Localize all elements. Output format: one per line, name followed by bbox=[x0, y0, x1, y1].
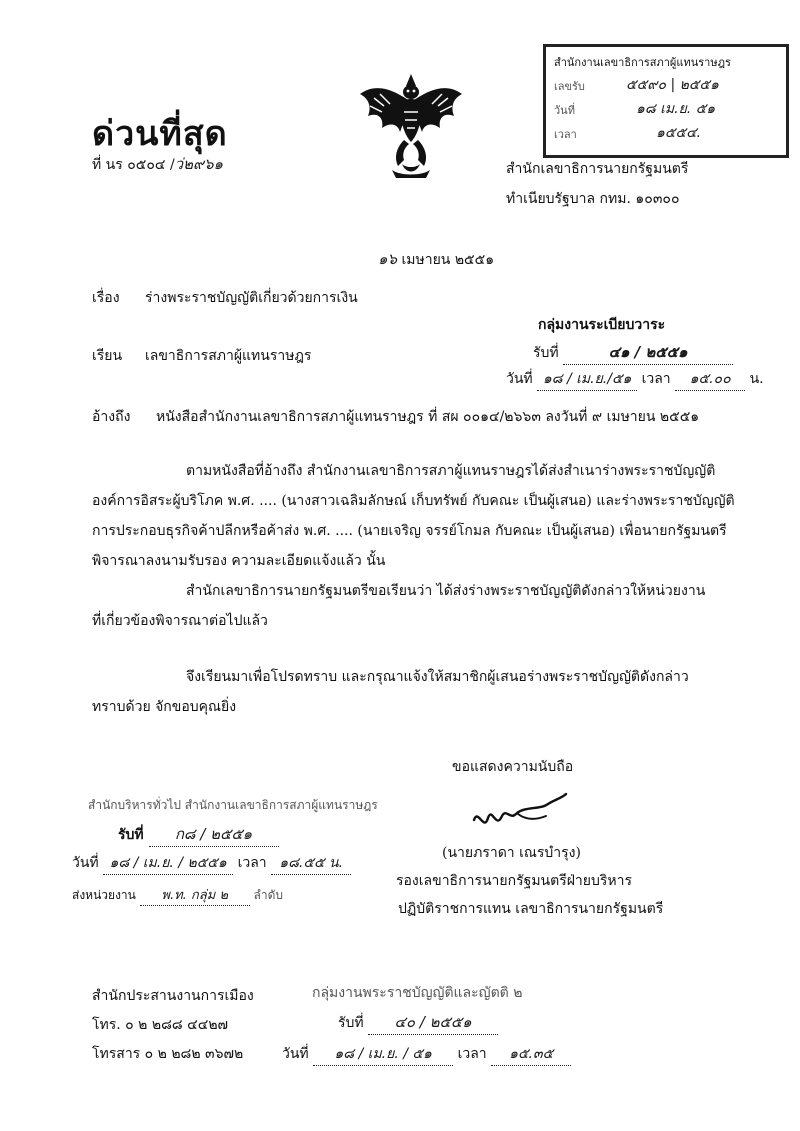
footer-office: สำนักประสานงานการเมือง bbox=[92, 988, 254, 1004]
signature-image bbox=[470, 790, 570, 840]
top-received-stamp bbox=[543, 44, 789, 158]
top-stamp-date-label: วันที่ bbox=[554, 104, 575, 117]
registry-date-value: ๑๘ / เม.ย./๕๑ bbox=[537, 368, 637, 391]
subject-label: เรื่อง bbox=[92, 290, 120, 306]
top-stamp-recv-value: ๕๕๙๐ | ๒๕๕๑ bbox=[626, 77, 719, 93]
office-address: ทำเนียบรัฐบาล กทม. ๑๐๓๐๐ bbox=[506, 191, 680, 207]
law-stamp-title: กลุ่มงานพระราชบัญญัติและญัตติ ๒ bbox=[312, 985, 523, 1001]
registry-stamp-recv bbox=[533, 340, 733, 365]
admin-send-label: ส่งหน่วยงาน bbox=[72, 888, 136, 902]
admin-time-label: เวลา bbox=[237, 855, 267, 871]
signer-position: รองเลขาธิการนายกรัฐมนตรีฝ่ายบริหาร bbox=[396, 873, 633, 889]
reference-label: อ้างถึง bbox=[92, 409, 131, 425]
admin-recv-label: รับที่ bbox=[118, 827, 144, 843]
admin-stamp-recv bbox=[118, 822, 279, 847]
law-time-value: ๑๕.๓๕ bbox=[491, 1043, 571, 1066]
body-p3-line1: จึงเรียนมาเพื่อโปรดทราบ และกรุณาแจ้งให้สมาชิกผู้เสนอร่างพระราชบัญญัติดังกล่าว bbox=[186, 669, 689, 685]
body-p1-line2: องค์การอิสระผู้บริโภค พ.ศ. .... (นางสาวเฉลิมลักษณ์ เก็บทรัพย์ กับคณะ เป็นผู้เสนอ) และร่างพระราชบัญญัติ bbox=[92, 493, 735, 509]
law-stamp-datetime bbox=[282, 1043, 571, 1066]
urgency-heading: ด่วนที่สุด bbox=[92, 114, 228, 154]
body-p3-line2: ทราบด้วย จักขอบคุณยิ่ง bbox=[92, 699, 237, 715]
admin-send-value: พ.ท. กลุ่ม ๒ bbox=[140, 884, 250, 906]
registry-date-label: วันที่ bbox=[506, 371, 533, 387]
admin-stamp-title: สำนักบริหารทั่วไป สำนักงานเลขาธิการสภาผู้แทนราษฎร bbox=[88, 798, 378, 812]
document-number-prefix: ที่ นร ๐๕๐๔ / bbox=[92, 157, 175, 173]
admin-send-tail: ลำดับ bbox=[253, 888, 284, 902]
recipient-label: เรียน bbox=[92, 348, 123, 364]
registry-time-unit: น. bbox=[749, 371, 764, 387]
body-p1-line1: ตามหนังสือที่อ้างถึง สำนักงานเลขาธิการสภาผู้แทนราษฎรได้ส่งสำเนาร่างพระราชบัญญัติ bbox=[186, 463, 716, 479]
body-p2-line1: สำนักเลขาธิการนายกรัฐมนตรีขอเรียนว่า ได้ส่งร่างพระราชบัญญัติดังกล่าวให้หน่วยงาน bbox=[186, 583, 706, 599]
reference-text: หนังสือสำนักงานเลขาธิการสภาผู้แทนราษฎร ที่ สผ ๐๐๑๔/๒๖๖๓ ลงวันที่ ๙ เมษายน ๒๕๕๑ bbox=[156, 409, 700, 425]
body-p1-line3: การประกอบธุรกิจค้าปลีกหรือค้าส่ง พ.ศ. .... (นายเจริญ จรรย์โกมล กับคณะ เป็นผู้เสนอ) เพื่อนายกรัฐมนตรี bbox=[92, 523, 727, 539]
top-stamp-time-label: เวลา bbox=[554, 128, 577, 141]
admin-stamp-send bbox=[72, 884, 283, 906]
garuda-emblem-icon bbox=[354, 72, 468, 180]
admin-date-value: ๑๘ / เม.ย. / ๒๕๕๑ bbox=[103, 852, 233, 875]
recipient-text: เลขาธิการสภาผู้แทนราษฎร bbox=[145, 348, 312, 364]
admin-stamp-datetime bbox=[72, 852, 351, 875]
law-recv-label: รับที่ bbox=[338, 1015, 364, 1031]
registry-stamp-datetime bbox=[506, 368, 764, 391]
subject-text: ร่างพระราชบัญญัติเกี่ยวด้วยการเงิน bbox=[145, 290, 358, 306]
signer-name: (นายภราดา เณรบำรุง) bbox=[442, 845, 581, 861]
letter-date bbox=[378, 247, 494, 271]
law-recv-value: ๔๐ / ๒๕๕๑ bbox=[368, 1010, 498, 1035]
closing-regards: ขอแสดงความนับถือ bbox=[452, 759, 574, 775]
law-date-label: วันที่ bbox=[282, 1046, 309, 1062]
footer-tel: โทร. ๐ ๒ ๒๘๘ ๔๔๒๗ bbox=[92, 1017, 229, 1033]
top-stamp-date-value: ๑๘ เม.ย. ๕๑ bbox=[636, 101, 716, 117]
law-stamp-recv bbox=[338, 1010, 498, 1035]
admin-date-label: วันที่ bbox=[72, 855, 99, 871]
top-stamp-recv-label: เลขรับ bbox=[554, 80, 585, 93]
signer-acting-title: ปฏิบัติราชการแทน เลขาธิการนายกรัฐมนตรี bbox=[398, 901, 664, 917]
top-stamp-title: สำนักงานเลขาธิการสภาผู้แทนราษฎร bbox=[554, 56, 731, 69]
registry-time-value: ๑๕.๐๐ bbox=[675, 368, 745, 391]
registry-recv-value: ๔๑ / ๒๕๕๑ bbox=[563, 340, 733, 365]
registry-stamp-title: กลุ่มงานระเบียบวาระ bbox=[538, 317, 666, 333]
admin-time-value: ๑๘.๕๕ น. bbox=[271, 852, 351, 875]
admin-recv-value: ก๘ / ๒๕๕๑ bbox=[149, 822, 279, 847]
document-number bbox=[92, 152, 223, 176]
law-time-label: เวลา bbox=[457, 1046, 487, 1062]
letter-date-month-year: เมษายน ๒๕๕๑ bbox=[401, 252, 495, 268]
letter-date-day: ๑๖ bbox=[378, 250, 398, 268]
body-p2-line2: ที่เกี่ยวข้องพิจารณาต่อไปแล้ว bbox=[92, 613, 268, 629]
document-number-hand: ว่๒๙๖๑ bbox=[174, 155, 224, 173]
footer-fax: โทรสาร ๐ ๒ ๒๘๒ ๓๖๗๒ bbox=[92, 1046, 244, 1062]
registry-time-label: เวลา bbox=[641, 371, 671, 387]
law-date-value: ๑๘ / เม.ย. / ๕๑ bbox=[313, 1043, 453, 1066]
office-name: สำนักเลขาธิการนายกรัฐมนตรี bbox=[506, 161, 689, 177]
body-p1-line4: พิจารณาลงนามรับรอง ความละเอียดแจ้งแล้ว นั้น bbox=[92, 553, 386, 569]
top-stamp-time-value: ๑๕๕๔. bbox=[656, 125, 702, 141]
registry-recv-label: รับที่ bbox=[533, 345, 559, 361]
